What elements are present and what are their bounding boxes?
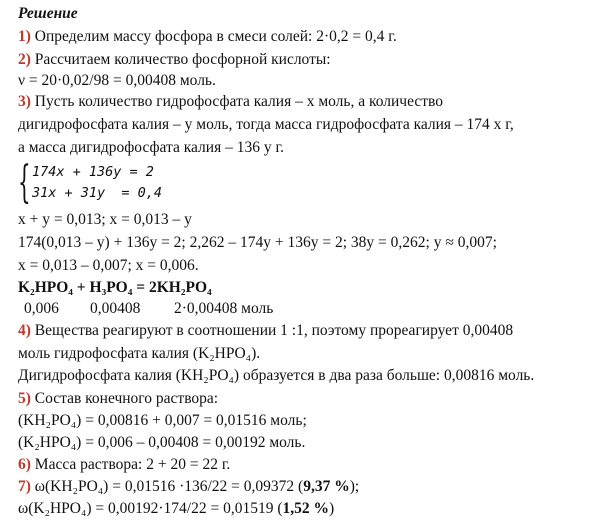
- step-4-text-3: Дигидрофосфата калия (KH₂PO₄) образуется в два раза больше: 0,00816 моль.: [18, 367, 535, 384]
- step-5-text: Состав конечного раствора:: [30, 390, 219, 407]
- reaction-equation: K₂HPO₄ + H₃PO₄ = 2KH₂PO₄: [18, 279, 212, 296]
- step-4: [18, 321, 513, 341]
- calc-line-2: 174(0,013 – y) + 136y = 2; 2,262 – 174y + 136y = 2; 38y = 0,262; y ≈ 0,007;: [18, 234, 497, 251]
- step-6-number: 6): [18, 456, 31, 473]
- solution-title: Решение: [18, 5, 78, 22]
- step-1: [18, 27, 397, 47]
- step-3: [18, 92, 443, 112]
- step-7-calc-2: ω(K₂HPO₄) = 0,00192·174/22 = 0,01519 (: [18, 500, 283, 517]
- step-7-result-1: 9,37 %: [303, 478, 350, 495]
- equation-system: [18, 157, 238, 208]
- step-3-text-1: Пусть количество гидрофосфата калия – x моль, а количество: [30, 93, 443, 110]
- step-4-text-1: Вещества реагируют в соотношении 1 :1, поэтому прореагирует 0,00408: [30, 322, 514, 339]
- reaction-amount-3: 2·0,00408 моль: [174, 300, 274, 317]
- step-2-number: 2): [18, 51, 31, 68]
- step-5-number: 5): [18, 390, 31, 407]
- reaction-amount-2: 0,00408: [90, 300, 141, 317]
- calc-line-3: x = 0,013 – 0,007; x = 0,006.: [18, 257, 199, 274]
- step-1-number: 1): [18, 28, 31, 45]
- calc-line-1: x + y = 0,013; x = 0,013 – y: [18, 211, 192, 228]
- step-1-text: Определим массу фосфора в смеси солей: 2·0,2 = 0,4 г.: [30, 28, 397, 45]
- step-7-number: 7): [18, 478, 31, 495]
- step-3-text-3: а масса дигидрофосфата калия – 136 y г.: [18, 139, 284, 156]
- step-7-calc-1: ω(KH₂PO₄) = 0,01516 ·136/22 = 0,09372 (: [30, 478, 304, 495]
- reaction-amounts: [18, 299, 273, 319]
- step-4-text-2: моль гидрофосфата калия (K₂HPO₄).: [18, 345, 261, 362]
- reaction-amount-1: 0,006: [24, 300, 59, 317]
- step-6: [18, 455, 230, 475]
- step-2: [18, 50, 331, 70]
- step-3-number: 3): [18, 93, 31, 110]
- step-2-calc: ν = 20·0,02/98 = 0,00408 моль.: [18, 72, 216, 89]
- step-4-number: 4): [18, 322, 31, 339]
- step-7-line-2: [18, 499, 334, 519]
- step-5-calc-1: (KH₂PO₄) = 0,00816 + 0,007 = 0,01516 моль;: [18, 412, 307, 429]
- system-row-2: 31x + 31y = 0,4: [32, 185, 163, 201]
- system-brace: {: [18, 157, 31, 208]
- step-7-end-2: ): [329, 500, 335, 517]
- step-3-text-2: дигидрофосфата калия – y моль, тогда масса гидрофосфата калия – 174 x г,: [18, 116, 514, 133]
- step-7-end-1: );: [349, 478, 360, 495]
- step-7: [18, 477, 359, 497]
- step-6-text: Масса раствора: 2 + 20 = 22 г.: [30, 456, 231, 473]
- step-7-result-2: 1,52 %: [282, 500, 330, 517]
- step-5-calc-2: (K₂HPO₄) = 0,006 – 0,00408 = 0,00192 моль.: [18, 434, 306, 451]
- step-5: [18, 389, 218, 409]
- system-row-1: 174x + 136y = 2: [32, 164, 154, 180]
- step-2-text: Рассчитаем количество фосфорной кислоты:: [30, 51, 331, 68]
